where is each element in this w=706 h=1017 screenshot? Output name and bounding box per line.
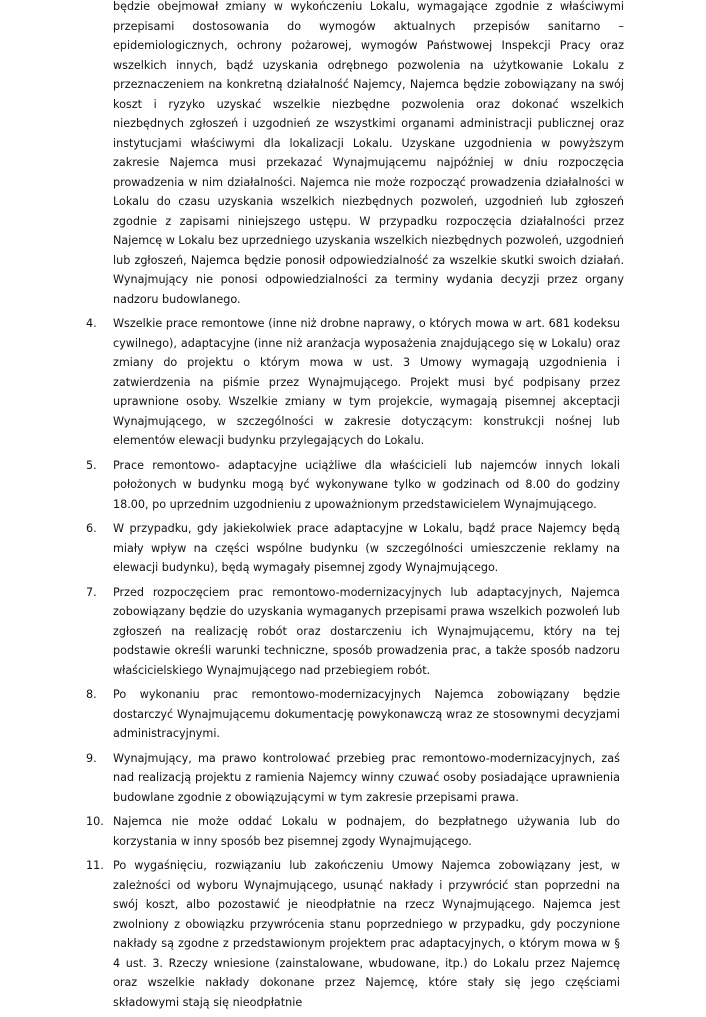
paragraph-7 [0, 583, 706, 681]
paragraph-4 [0, 314, 706, 451]
paragraph-text: będzie obejmował zmiany w wykończeniu Lokalu, wymagające zgodnie z właściwymi przepisami dostosowania do wymogów aktualnych przepisów sanitarno – epidemiologicznych, ochrony pożarowej, wymogów Państwowej Inspekcji Pracy oraz wszelkich innych, bądź uzyskania odrębnego pozwolenia na użytkowanie Lokalu z przeznaczeniem na konkretną działalność Najemcy, Najemca będzie zobowiązany na swój koszt i ryzyko uzyskać wszelkie niezbędne pozwolenia oraz dokonać wszelkich niezbędnych zgłoszeń i uzgodnień ze wszystkimi organami administracji publicznej oraz instytucjami właściwymi dla lokalizacji Lokalu. Uzyskane uzgodnienia w powyższym zakresie Najemca musi przekazać Wynajmującemu najpóźniej w dniu rozpoczęcia prowadzenia w nim działalności. Najemca nie może rozpocząć prowadzenia działalności w Lokalu do czasu uzyskania wszelkich niezbędnych pozwoleń, uzgodnień lub zgłoszeń zgodnie z zapisami niniejszego ustępu. W przypadku rozpoczęcia działalności przez Najemcę w Lokalu bez uprzedniego uzyskania wszelkich niezbędnych pozwoleń, uzgodnień lub zgłoszeń, Najemca będzie ponosił odpowiedzialność za wszelkie skutki swoich działań. Wynajmujący nie ponosi odpowiedzialności za terminy wydania decyzji przez organy nadzoru budowlanego. [113, 0, 624, 306]
paragraph-number: 10. [86, 815, 104, 828]
paragraph-number: 7. [86, 585, 97, 599]
paragraph-text: W przypadku, gdy jakiekolwiek prace adaptacyjne w Lokalu, bądź prace Najemcy będą miały wpływ na części wspólne budynku (w szczególności umieszczenie reklamy na elewacji budynku), będą wymagały pisemnej zgody Wynajmującego. [113, 522, 620, 574]
paragraph-number: 8. [86, 688, 97, 701]
paragraph-number: 11. [86, 859, 104, 872]
paragraph-text: Po wygaśnięciu, rozwiązaniu lub zakończeniu Umowy Najemca zobowiązany jest, w zależności od wyboru Wynajmującego, usunąć nakłady i przywrócić stan poprzedni na swój koszt, albo pozostawić je nieodpłatnie na rzecz Wynajmującego. Najemca jest zwolniony z obowiązku przywrócenia stanu poprzedniego w przypadku, gdy poczynione nakłady są zgodne z przedstawionym projektem prac adaptacyjnych, o którym mowa w § 4 ust. 3. Rzeczy wniesione (zainstalowane, wbudowane, itp.) do Lokalu przez Najemcę oraz wszelkie nakłady dokonane przez Najemcę, które stały się jego częściami składowymi stają się nieodpłatnie [113, 859, 620, 1009]
paragraph-8 [0, 685, 706, 744]
paragraph-text: Po wykonaniu prac remontowo-modernizacyjnych Najemca zobowiązany będzie dostarczyć Wynajmującemu dokumentację powykonawczą wraz ze stosownymi decyzjami administracyjnymi. [113, 688, 620, 740]
paragraph-text: Wszelkie prace remontowe (inne niż drobne naprawy, o których mowa w art. 681 kodeksu cywilnego), adaptacyjne (inne niż aranżacja wyposażenia znajdującego się w Lokalu) oraz zmiany do projektu o którym mowa w ust. 3 Umowy wymagają uzgodnienia i zatwierdzenia na piśmie przez Wynajmującego. Projekt musi być podpisany przez uprawnione osoby. Wszelkie zmiany w tym projekcie, wymagają pisemnej akceptacji Wynajmującego, w szczególności w zakresie dotyczącym: konstrukcji nośnej lub elementów elewacji budynku przylegających do Lokalu. [113, 317, 620, 447]
paragraph-text: Najemca nie może oddać Lokalu w podnajem, do bezpłatnego używania lub do korzystania w inny sposób bez pisemnej zgody Wynajmującego. [113, 815, 620, 848]
paragraph-text: Przed rozpoczęciem prac remontowo-modernizacyjnych lub adaptacyjnych, Najemca zobowiązany będzie do uzyskania wymaganych przepisami prawa wszelkich pozwoleń lub zgłoszeń na realizację robót oraz dostarczeniu ich Wynajmującemu, który na tej podstawie określi warunki techniczne, sposób prowadzenia prac, a także sposób nadzoru właścicielskiego Wynajmującego nad przebiegiem robót. [113, 585, 620, 677]
paragraph-number: 6. [86, 522, 97, 535]
paragraph-5 [0, 456, 706, 515]
paragraph-11 [0, 856, 706, 1012]
paragraph-number: 5. [86, 458, 97, 472]
paragraph-3-continuation [0, 0, 706, 309]
paragraph-number: 9. [86, 751, 97, 765]
paragraph-text: Prace remontowo- adaptacyjne uciążliwe dla właścicieli lub najemców innych lokali położonych w budynku mogą być wykonywane tylko w godzinach od 8.00 do godziny 18.00, po uprzednim uzgodnieniu z upoważnionym przedstawicielem Wynajmującego. [113, 458, 620, 511]
paragraph-text: Wynajmujący, ma prawo kontrolować przebieg prac remontowo-modernizacyjnych, zaś nad realizacją projektu z ramienia Najemcy winny czuwać osoby posiadające uprawnienia budowlane zgodnie z obowiązującymi w tym zakresie przepisami prawa. [113, 751, 620, 804]
paragraph-6 [0, 519, 706, 578]
paragraph-number: 4. [86, 317, 97, 330]
paragraph-10 [0, 812, 706, 851]
paragraph-9 [0, 749, 706, 808]
